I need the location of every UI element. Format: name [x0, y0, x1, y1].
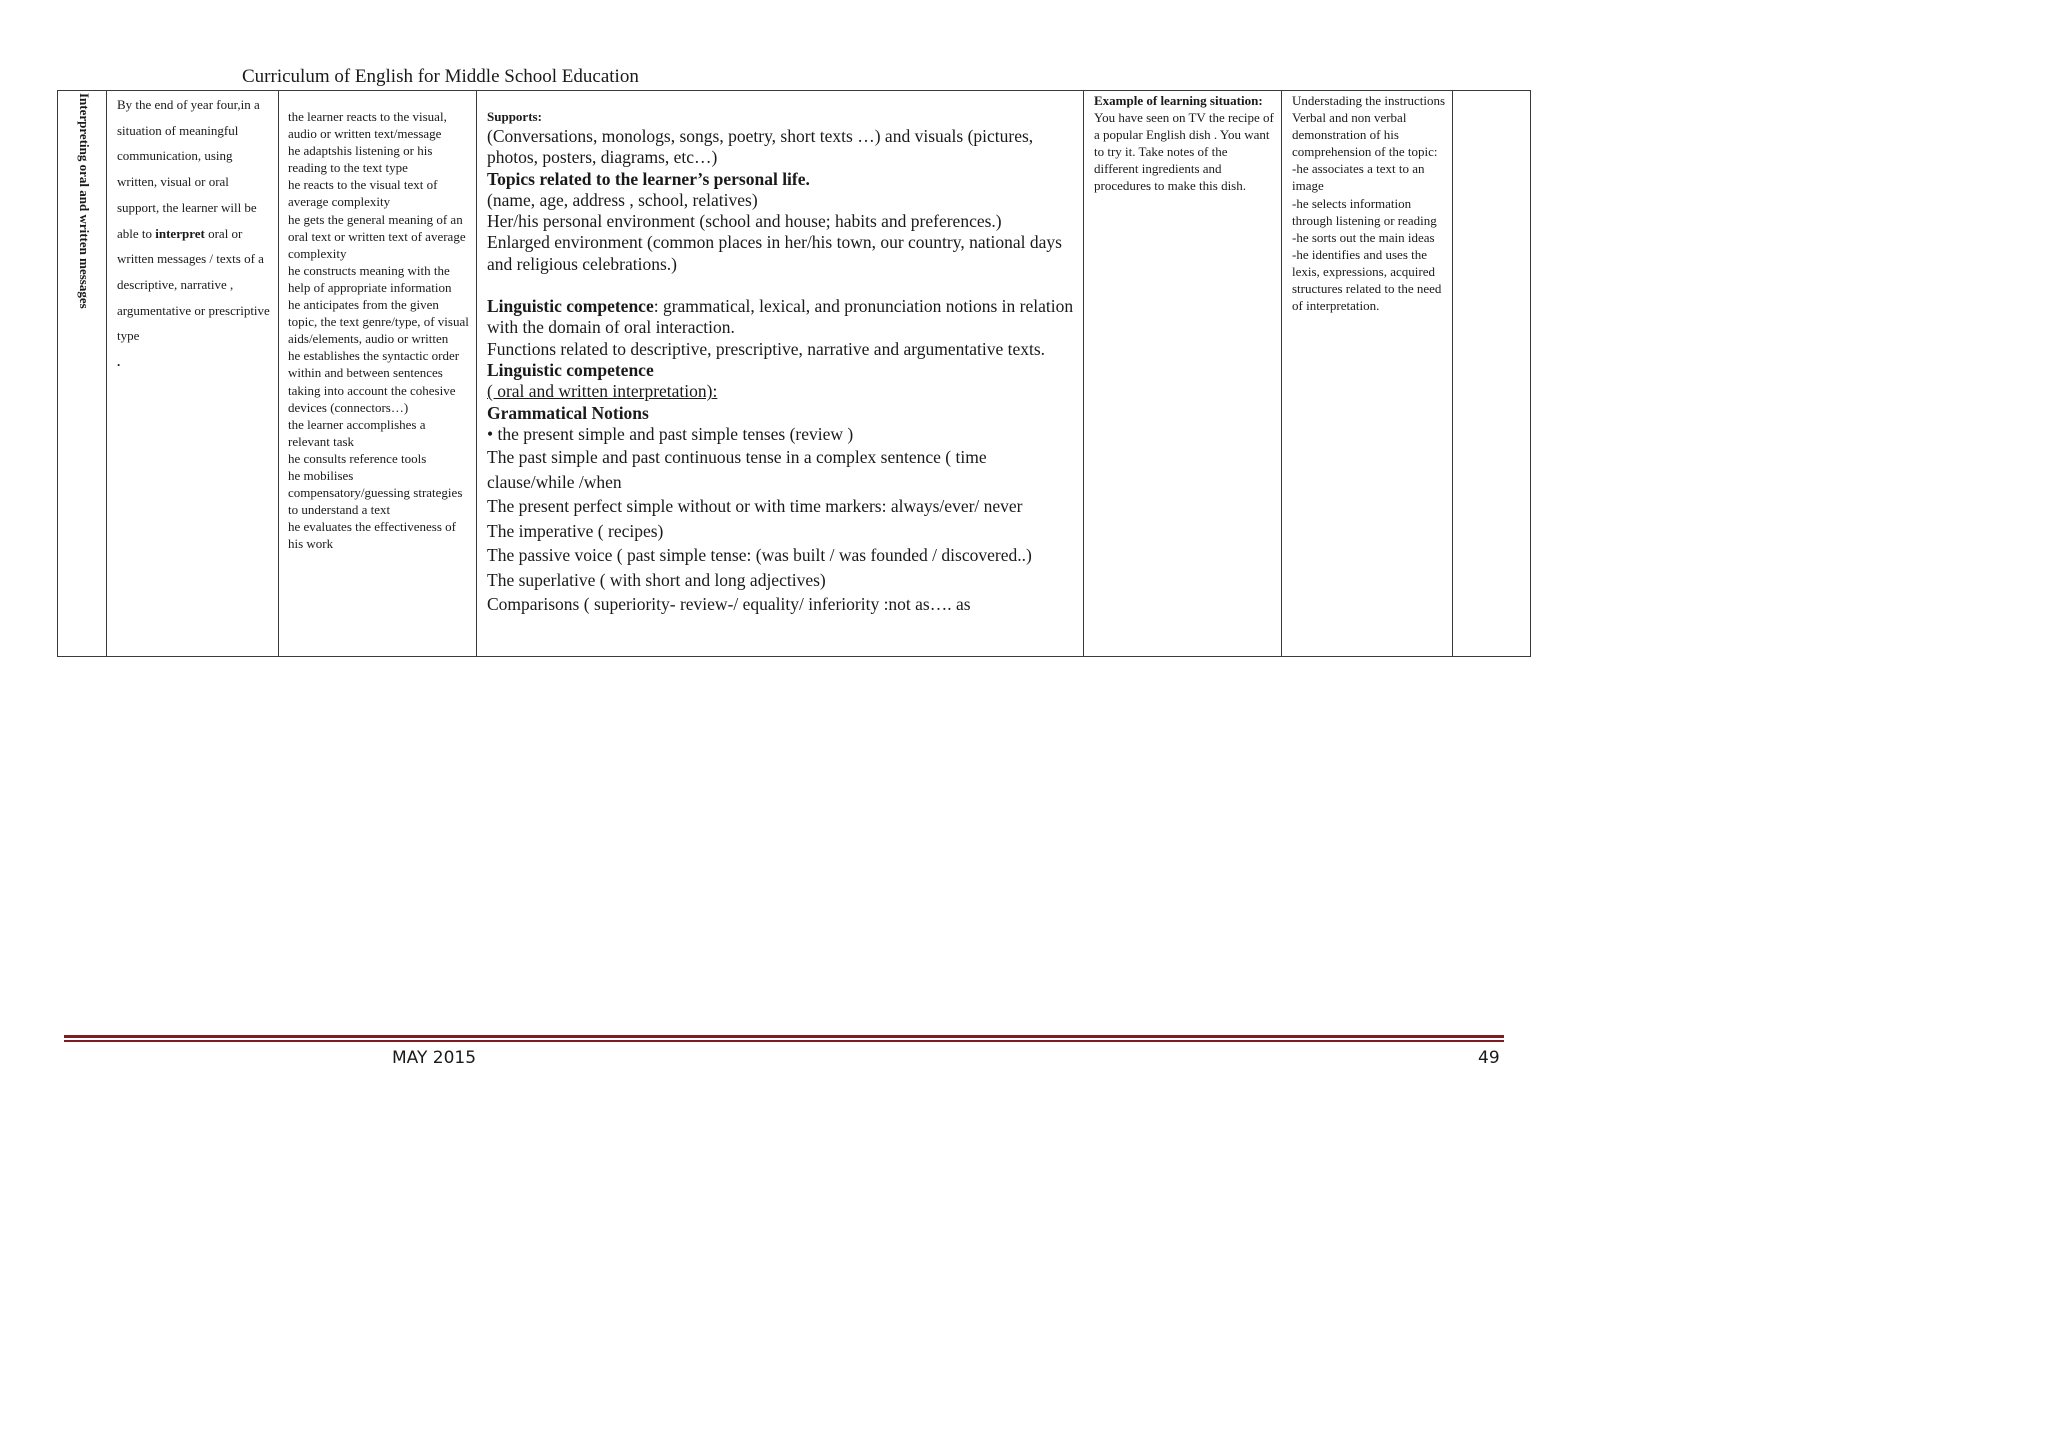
- list-item: he adaptshis listening or his reading to the text type: [288, 143, 433, 176]
- grammar-item: The passive voice ( past simple tense: (was built / was founded / discovered..): [487, 545, 1032, 566]
- topic-item: (name, age, address , school, relatives): [487, 189, 758, 210]
- linguistic-competence-label: Linguistic competence: [487, 296, 654, 317]
- objective-cell: [107, 91, 279, 657]
- learning-situation-heading: Example of learning situation:: [1094, 93, 1263, 108]
- learner-actions-cell: [279, 91, 477, 657]
- supports-text: (Conversations, monologs, songs, poetry, short texts …) and visuals (pictures, photos, posters, diagrams, etc…): [487, 126, 1034, 168]
- list-item: he anticipates from the given topic, the text genre/type, of visual aids/elements, audio or written: [288, 297, 469, 347]
- topics-heading: Topics related to the learner’s personal life.: [487, 168, 810, 189]
- supports-label: Supports:: [487, 109, 542, 124]
- objective-tail: .: [117, 354, 121, 370]
- domain-cell: [58, 91, 107, 657]
- empty-cell: [1453, 91, 1531, 657]
- grammar-item: The past simple and past continuous tense in a complex sentence ( time clause/while /when: [487, 447, 987, 492]
- grammar-item: The present perfect simple without or with time markers: always/ever/ never: [487, 496, 1023, 517]
- list-item: he constructs meaning with the help of appropriate information: [288, 262, 452, 295]
- list-item: he gets the general meaning of an oral text or written text of average complexity: [288, 211, 466, 261]
- footer-divider-thin: [64, 1040, 1504, 1042]
- page-number: 49: [1478, 1048, 1500, 1068]
- linguistic-competence-text: : grammatical, lexical, and pronunciation notions in relation with the domain of oral interaction.: [487, 296, 1074, 338]
- learning-situation-cell: [1084, 91, 1282, 657]
- list-item: the learner accomplishes a relevant task: [288, 416, 426, 449]
- objective-text-part1: By the end of year four,in a situation of meaningful communication, using written, visual or oral support, the learner will be able to: [117, 97, 260, 241]
- list-item: the learner reacts to the visual, audio or written text/message: [288, 109, 447, 142]
- document-header-title: Curriculum of English for Middle School Education: [242, 66, 639, 87]
- objective-keyword: interpret: [155, 225, 205, 241]
- grammar-item: • the present simple and past simple tenses (review ): [487, 423, 854, 444]
- functions-text: Functions related to descriptive, prescriptive, narrative and argumentative texts.: [487, 338, 1046, 359]
- linguistic-competence-heading: Linguistic competence: [487, 359, 654, 380]
- grammar-item: Comparisons ( superiority- review-/ equality/ inferiority :not as…. as: [487, 594, 971, 615]
- criteria-cell: [1282, 91, 1453, 657]
- criteria-item: Understading the instructions: [1292, 93, 1446, 108]
- curriculum-table: [57, 90, 1531, 657]
- grammatical-notions-heading: Grammatical Notions: [487, 402, 649, 423]
- footer-divider: [64, 1035, 1504, 1038]
- learning-situation-text: You have seen on TV the recipe of a popular English dish . You want to try it. Take notes of the different ingredients and procedures to make this dish.: [1094, 110, 1274, 194]
- criteria-item: Verbal and non verbal demonstration of his comprehension of the topic:: [1292, 110, 1438, 160]
- criteria-item: -he associates a text to an image: [1292, 161, 1425, 194]
- list-item: he mobilises compensatory/guessing strategies to understand a text: [288, 467, 463, 518]
- list-item: he establishes the syntactic order within and between sentences taking into account the cohesive devices (connectors…): [288, 348, 460, 415]
- footer-date: MAY 2015: [392, 1048, 477, 1068]
- list-item: he reacts to the visual text of average complexity: [288, 177, 438, 210]
- criteria-item: -he sorts out the main ideas: [1292, 229, 1435, 245]
- table-row: [58, 91, 1531, 657]
- interpretation-subheading: ( oral and written interpretation):: [487, 381, 718, 402]
- domain-label: Interpreting oral and written messages: [77, 93, 92, 309]
- topic-item: Enlarged environment (common places in her/his town, our country, national days and religious celebrations.): [487, 232, 1062, 274]
- list-item: he evaluates the effectiveness of his work: [288, 519, 456, 552]
- list-item: he consults reference tools: [288, 450, 427, 466]
- grammar-item: The superlative ( with short and long adjectives): [487, 569, 826, 590]
- resources-cell: [477, 91, 1084, 657]
- topic-item: Her/his personal environment (school and house; habits and preferences.): [487, 211, 1002, 232]
- objective-text-part2: oral or written messages / texts of a descriptive, narrative , argumentative or prescriptive type: [117, 225, 270, 344]
- criteria-item: -he identifies and uses the lexis, expressions, acquired structures related to the need of interpretation.: [1292, 246, 1442, 314]
- grammar-item: The imperative ( recipes): [487, 520, 664, 541]
- criteria-item: -he selects information through listening or reading: [1292, 195, 1437, 228]
